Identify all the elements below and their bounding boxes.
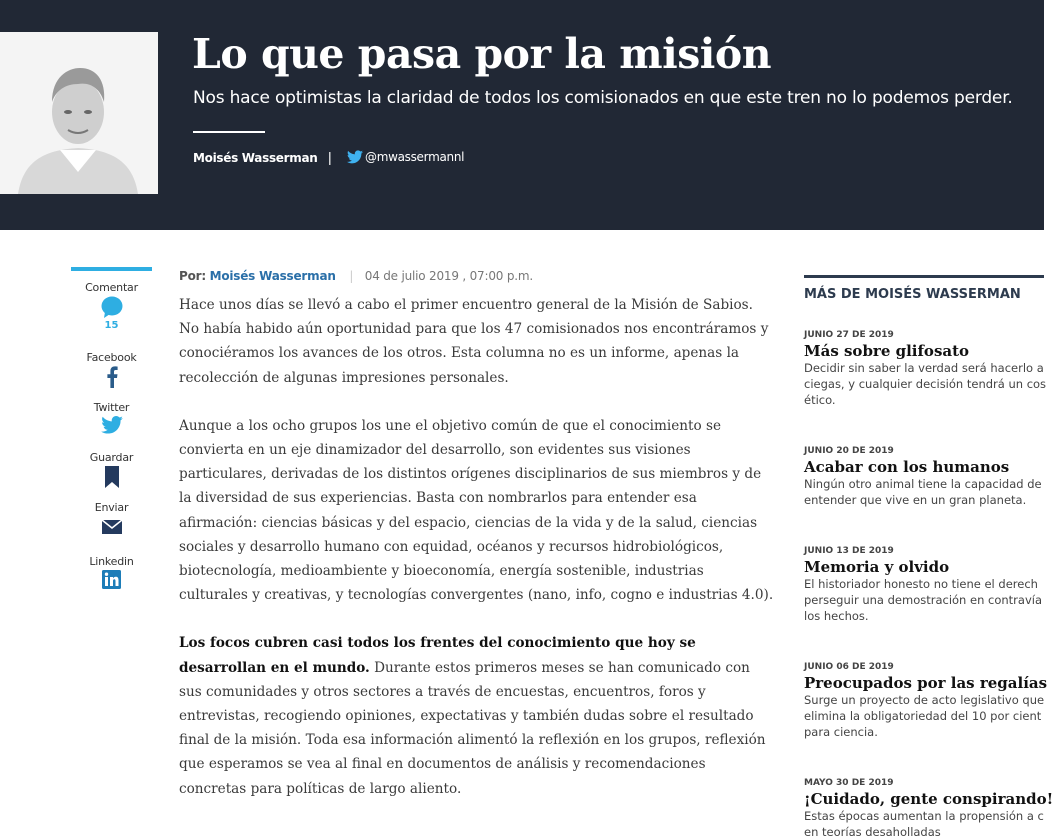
- facebook-icon: [106, 366, 118, 388]
- byline-divider: |: [349, 269, 354, 283]
- article-highlight: Los focos cubren casi todos los frentes del conocimiento que hoy se desarrollan en el mundo.: [179, 635, 696, 676]
- summary-line: perseguir una demostración en contravía: [804, 593, 1043, 607]
- summary-line: los hechos.: [804, 609, 869, 623]
- envelope-icon: [102, 520, 122, 534]
- related-article[interactable]: [804, 662, 1064, 740]
- comment-count: 15: [104, 320, 119, 331]
- share-facebook-button[interactable]: [71, 351, 152, 388]
- comment-icon: [101, 296, 123, 318]
- summary-line: Estas épocas aumentan la propensión a c: [804, 809, 1044, 823]
- share-save-label: Guardar: [89, 451, 134, 464]
- share-comment-button[interactable]: [71, 281, 152, 331]
- page-title: Lo que pasa por la misión: [192, 30, 772, 78]
- related-article-summary: [804, 808, 1049, 840]
- share-sidebar: [71, 267, 152, 568]
- summary-line: ético.: [804, 393, 836, 407]
- summary-line: ciegas, y cualquier decisión tendrá un cos: [804, 377, 1047, 391]
- share-email-label: Enviar: [94, 501, 129, 514]
- share-save-button[interactable]: [71, 451, 152, 488]
- share-email-button[interactable]: [71, 501, 152, 534]
- twitter-icon: [347, 150, 363, 164]
- related-article-headline[interactable]: Preocupados por las regalías: [804, 674, 1048, 692]
- related-article-headline[interactable]: Memoria y olvido: [804, 558, 950, 576]
- related-article-date: JUNIO 06 DE 2019: [804, 662, 894, 672]
- related-article[interactable]: [804, 330, 1064, 408]
- header-separator: |: [328, 149, 332, 165]
- article-paragraph-text: Durante estos primeros meses se han comunicado con sus comunidades y otros sectores a través de encuestas, encuentros, foros y entrevistas, recogiendo opiniones, expectativas y también dudas sobre el resultado final de la misión. Toda esa información alimentó la reflexión en los grupos, reflexión que esperamos se vea al final en documentos de análisis y recomendaciones concretas para políticas de largo aliento.: [179, 659, 766, 797]
- article-body: [179, 293, 774, 825]
- related-article-date: JUNIO 20 DE 2019: [804, 446, 894, 456]
- header-author-link[interactable]: Moisés Wasserman: [193, 151, 318, 165]
- summary-line: El historiador honesto no tiene el derech: [804, 577, 1038, 591]
- title-divider: [193, 131, 265, 133]
- related-article[interactable]: [804, 778, 1064, 840]
- twitter-handle-link[interactable]: [347, 150, 464, 164]
- share-twitter-label: Twitter: [93, 401, 130, 414]
- summary-line: Surge un proyecto de acto legislativo que: [804, 693, 1045, 707]
- share-accent-bar: [71, 267, 152, 271]
- summary-line: Decidir sin saber la verdad será hacerlo a: [804, 361, 1044, 375]
- article-byline: [179, 269, 533, 283]
- article-paragraph: Hace unos días se llevó a cabo el primer encuentro general de la Misión de Sabios. No había habido aún oportunidad para que los 47 comisionados nos encontráramos y conociéramos los avances de los otros. Esta columna no es un informe, apenas la recolección de algunas impresiones personales.: [179, 297, 769, 386]
- author-avatar: [0, 32, 158, 194]
- column-header: [0, 0, 1044, 230]
- more-section-title: MÁS DE MOISÉS WASSERMAN: [804, 287, 1021, 302]
- related-article-summary: [804, 576, 1049, 624]
- share-comment-label: Comentar: [85, 281, 138, 294]
- author-portrait-image: [0, 32, 158, 194]
- related-article-date: JUNIO 13 DE 2019: [804, 546, 894, 556]
- related-article-date: JUNIO 27 DE 2019: [804, 330, 894, 340]
- bookmark-icon: [105, 466, 119, 488]
- share-facebook-label: Facebook: [86, 351, 137, 364]
- twitter-handle-text: @mwassermannl: [365, 150, 465, 164]
- page-subtitle: Nos hace optimistas la claridad de todos los comisionados en que este tren no lo podemos perder.: [193, 88, 1013, 108]
- byline-author-link[interactable]: Moisés Wasserman: [209, 269, 336, 283]
- share-twitter-button[interactable]: [71, 401, 152, 434]
- share-linkedin-label: Linkedin: [89, 555, 134, 568]
- article-paragraph: [179, 631, 774, 800]
- linkedin-icon: [102, 570, 121, 589]
- related-article-summary: [804, 476, 1049, 508]
- related-article-summary: [804, 692, 1049, 740]
- summary-line: elimina la obligatoriedad del 10 por cient: [804, 709, 1042, 723]
- related-article-headline[interactable]: ¡Cuidado, gente conspirando!: [804, 790, 1054, 808]
- twitter-icon: [101, 416, 123, 434]
- summary-line: Ningún otro animal tiene la capacidad de: [804, 477, 1042, 491]
- related-article[interactable]: [804, 546, 1064, 624]
- related-article-headline[interactable]: Acabar con los humanos: [804, 458, 1010, 476]
- more-from-author: [804, 275, 1054, 839]
- summary-line: para ciencia.: [804, 725, 878, 739]
- related-article[interactable]: [804, 446, 1064, 508]
- byline-prefix: Por:: [179, 269, 206, 283]
- summary-line: entender que vive en un gran planeta.: [804, 493, 1027, 507]
- more-topline: [804, 275, 1044, 278]
- article-paragraph: Aunque a los ocho grupos los une el objetivo común de que el conocimiento se convierta en un eje dinamizador del desarrollo, son evidentes sus visiones particulares, derivadas de los distintos orígenes disciplinarios de sus miembros y de la diversidad de sus experiencias. Basta con nombrarlos para entender esa afirmación: ciencias básicas y del espacio, ciencias de la vida y de la salud, ciencias sociales y desarrollo humano con equidad, océanos y recursos hidrobiológicos, biotecnología, medioambiente y bioeconomía, energía sostenible, industrias culturales y creativas, y tecnologías convergentes (nano, info, cogno e industrias 4.0).: [179, 417, 774, 604]
- share-linkedin-button[interactable]: [71, 555, 152, 589]
- related-article-summary: [804, 360, 1049, 408]
- article-date: 04 de julio 2019 , 07:00 p.m.: [364, 269, 533, 283]
- related-article-date: MAYO 30 DE 2019: [804, 778, 894, 788]
- related-article-headline[interactable]: Más sobre glifosato: [804, 342, 970, 360]
- summary-line: en teorías desaholladas: [804, 825, 941, 839]
